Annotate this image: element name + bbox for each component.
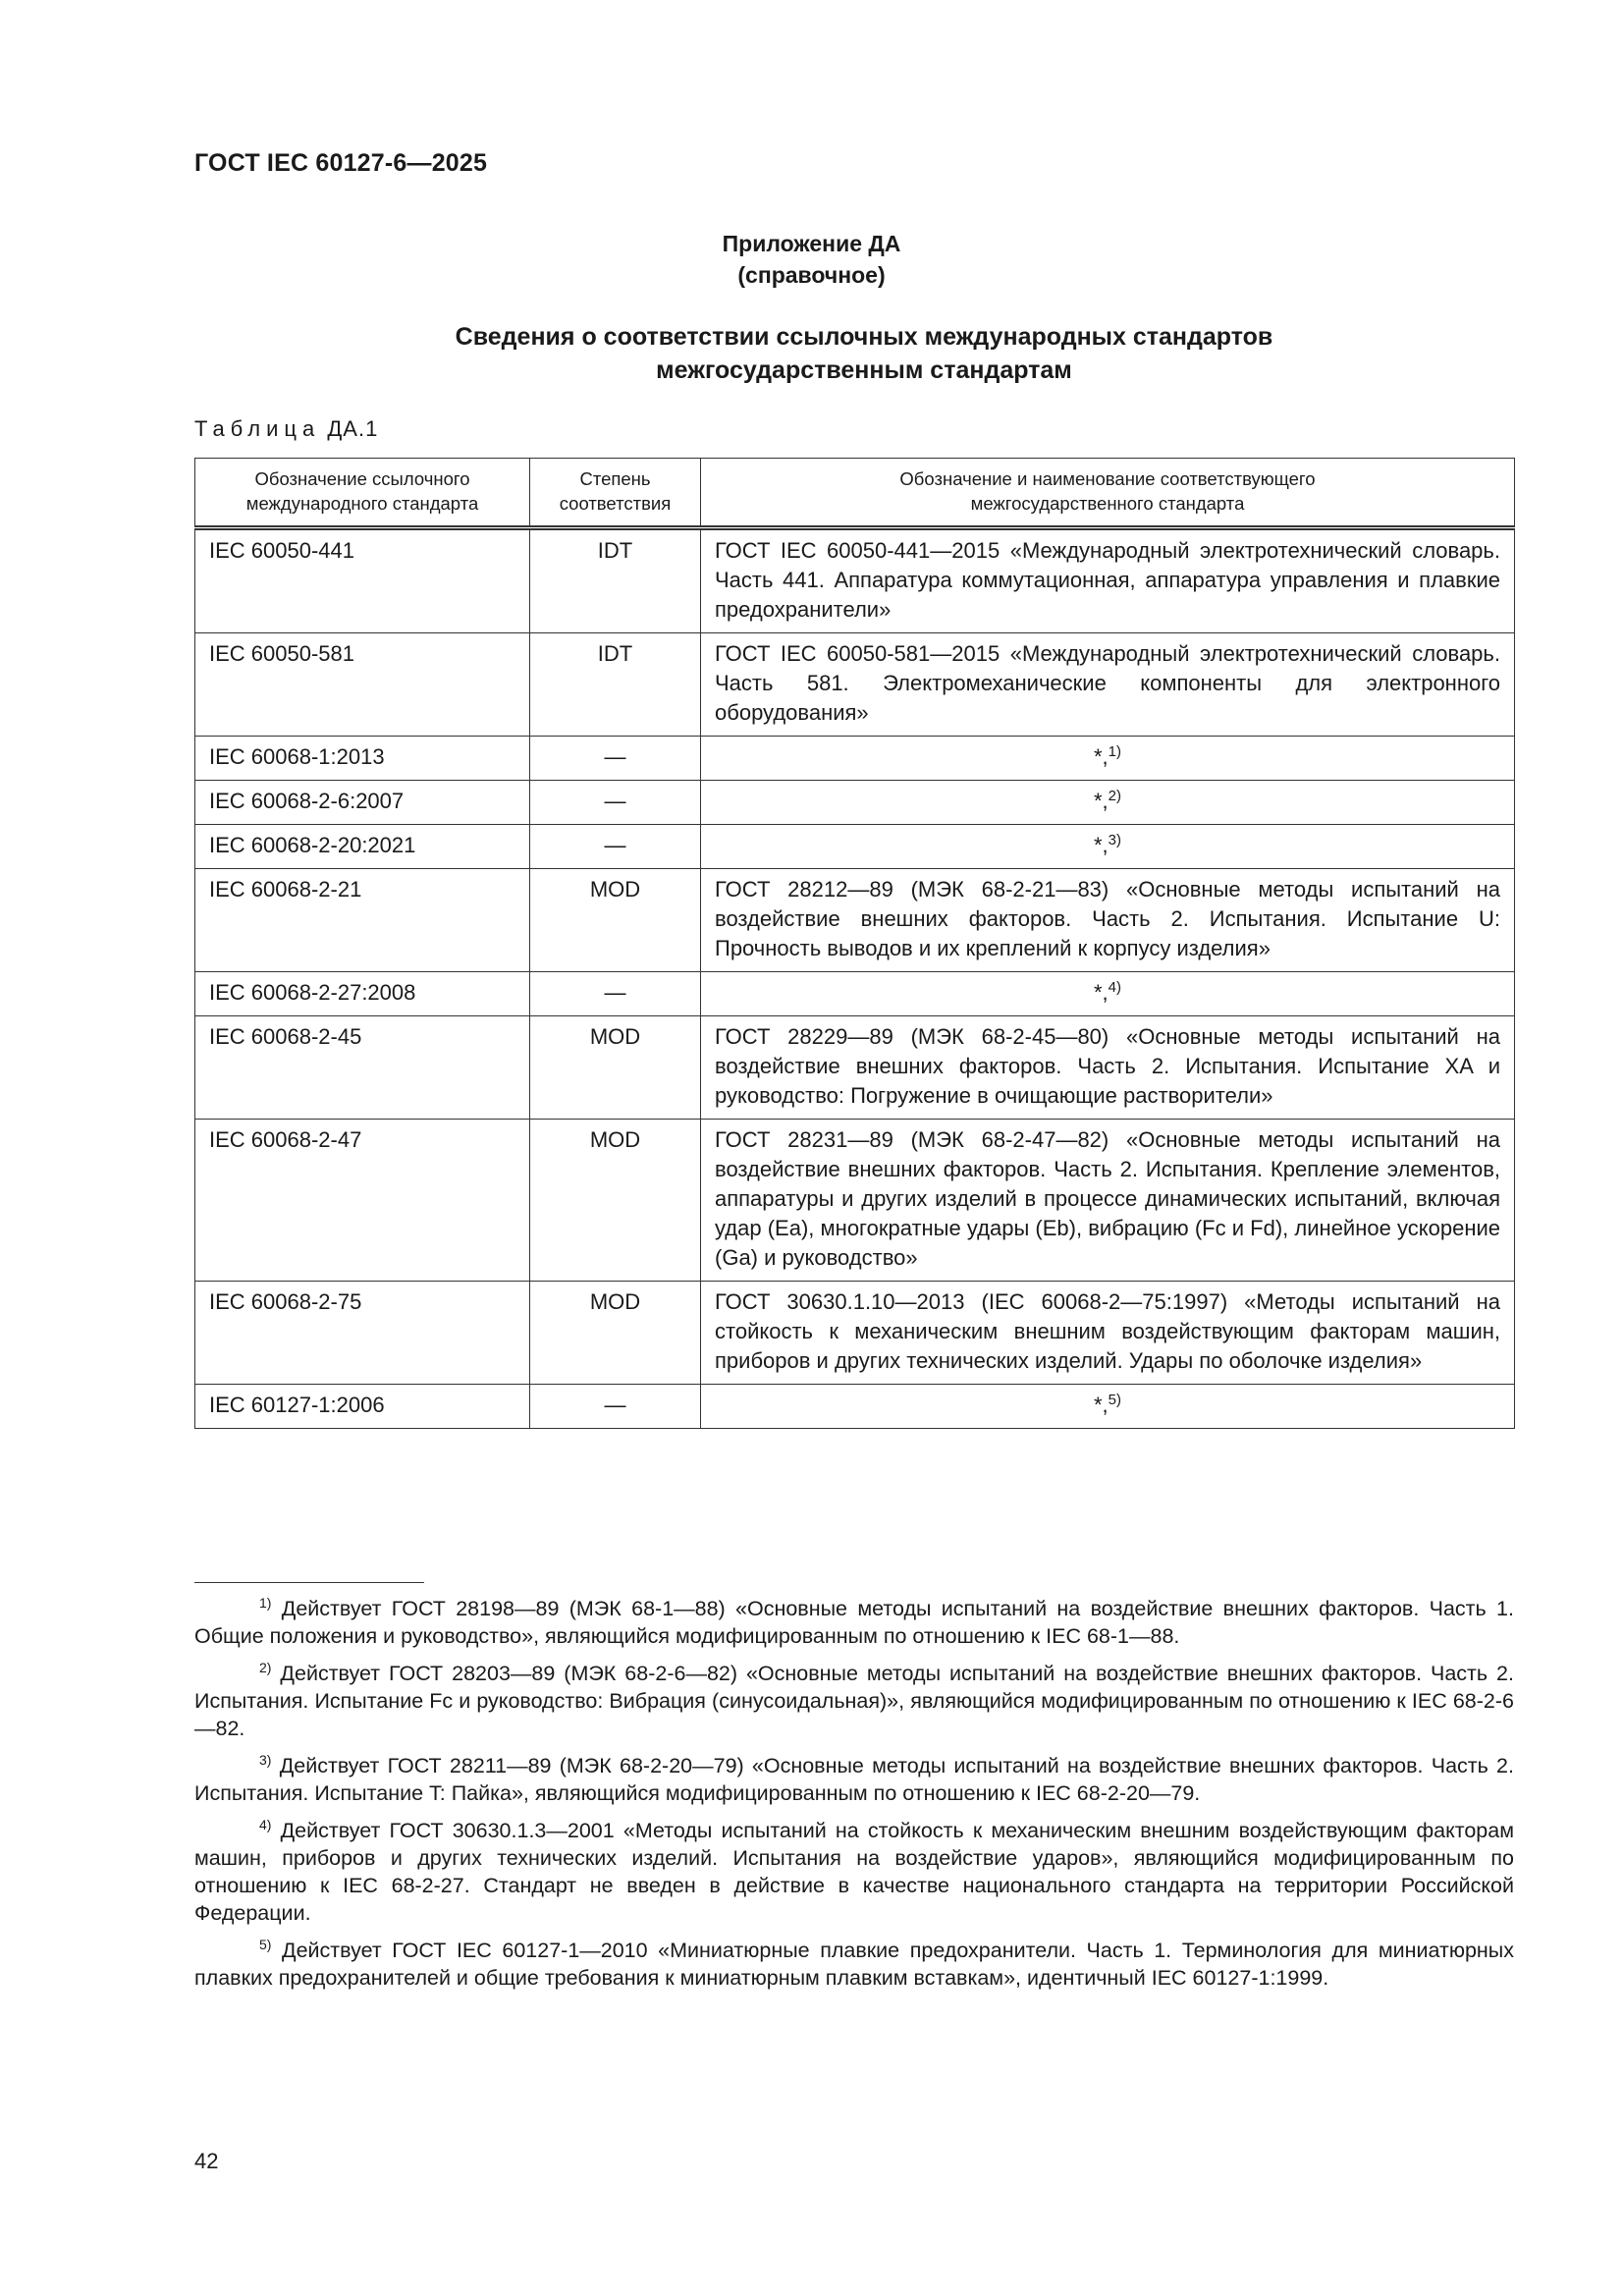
degree-cell: —	[530, 781, 701, 825]
column-header-interstate-standard: Обозначение и наименование соответствующего межгосударственного стандарта	[701, 459, 1515, 528]
table-caption-number: ДА.1	[327, 416, 379, 441]
ref-cell: IEC 60127-1:2006	[195, 1385, 530, 1429]
standard-cell: ГОСТ 28231—89 (МЭК 68-2-47—82) «Основные методы испытаний на воздействие внешних факторов. Часть 2. Испытания. Крепление элементов, аппаратуры и других изделий в процессе динамических испытаний, включая удар (Ea), многократные удары (Eb), вибрацию (Fc и Fd), линейное ускорение (Ga) и руководство»	[701, 1120, 1515, 1282]
section-title	[295, 320, 1434, 387]
standard-cell	[701, 825, 1515, 869]
degree-cell: —	[530, 825, 701, 869]
ref-cell: IEC 60068-2-6:2007	[195, 781, 530, 825]
star-mark: *,	[1093, 789, 1109, 813]
footnote	[194, 1937, 1514, 1992]
table-header-row	[195, 459, 1515, 528]
footnote-mark: 4)	[259, 1817, 272, 1832]
ref-cell: IEC 60068-2-27:2008	[195, 972, 530, 1016]
footnote-text: Действует ГОСТ 28203—89 (МЭК 68-2-6—82) «Основные методы испытаний на воздействие внешних факторов. Часть 2. Испытания. Испытание Fc и руководство: Вибрация (синусоидальная)», являющийся модифицированным по отношению к IEC 68-2-6—82.	[194, 1662, 1514, 1740]
degree-cell: —	[530, 737, 701, 781]
standard-cell: ГОСТ IEC 60050-441—2015 «Международный электротехнический словарь. Часть 441. Аппаратура коммутационная, аппаратура управления и плавкие предохранители»	[701, 528, 1515, 633]
standard-cell	[701, 972, 1515, 1016]
ref-cell: IEC 60068-2-20:2021	[195, 825, 530, 869]
footnote	[194, 1595, 1514, 1650]
page-number: 42	[194, 2149, 219, 2173]
table-row	[195, 869, 1515, 972]
footnote-text: Действует ГОСТ IEC 60127-1—2010 «Миниатюрные плавкие предохранители. Часть 1. Терминология для миниатюрных плавких предохранителей и общие требования к миниатюрным плавким вставкам», идентичный IEC 60127-1:1999.	[194, 1939, 1514, 1990]
degree-cell: MOD	[530, 1120, 701, 1282]
footnote-mark: 2)	[259, 1660, 272, 1675]
column-header-degree: Степень соответствия	[530, 459, 701, 528]
degree-cell: MOD	[530, 1282, 701, 1385]
table-row	[195, 633, 1515, 737]
ref-cell: IEC 60050-581	[195, 633, 530, 737]
table-row	[195, 781, 1515, 825]
appendix-title: Приложение ДА	[722, 231, 901, 256]
standard-cell: ГОСТ 30630.1.10—2013 (IEC 60068-2—75:1997) «Методы испытаний на стойкость к механическим внешним воздействующим факторам машин, приборов и других технических изделий. Удары по оболочке изделия»	[701, 1282, 1515, 1385]
table-row	[195, 1385, 1515, 1429]
reference-table	[194, 458, 1515, 1429]
appendix-subtitle: (справочное)	[737, 262, 886, 288]
table-caption	[194, 416, 378, 442]
degree-cell: MOD	[530, 1016, 701, 1120]
footnote-ref: 5)	[1108, 1392, 1122, 1408]
footnote-separator	[194, 1582, 424, 1583]
table-caption-label: Таблица	[194, 416, 321, 441]
table-row	[195, 972, 1515, 1016]
star-mark: *,	[1093, 980, 1109, 1005]
footnotes	[194, 1595, 1514, 2001]
footnote-mark: 5)	[259, 1937, 272, 1952]
degree-cell: IDT	[530, 633, 701, 737]
star-mark: *,	[1093, 744, 1109, 769]
table-row	[195, 825, 1515, 869]
ref-cell: IEC 60068-2-47	[195, 1120, 530, 1282]
footnote-ref: 1)	[1108, 743, 1122, 760]
footnote-mark: 3)	[259, 1752, 272, 1768]
standard-cell: ГОСТ 28229—89 (МЭК 68-2-45—80) «Основные методы испытаний на воздействие внешних факторов. Часть 2. Испытания. Испытание XA и руководство: Погружение в очищающие растворители»	[701, 1016, 1515, 1120]
table-row	[195, 1120, 1515, 1282]
ref-cell: IEC 60050-441	[195, 528, 530, 633]
footnote	[194, 1660, 1514, 1742]
ref-cell: IEC 60068-2-75	[195, 1282, 530, 1385]
footnote	[194, 1817, 1514, 1927]
document-code: ГОСТ IEC 60127-6—2025	[194, 149, 488, 177]
star-mark: *,	[1093, 1393, 1109, 1417]
footnote-text: Действует ГОСТ 28198—89 (МЭК 68-1—88) «Основные методы испытаний на воздействие внешних факторов. Часть 1. Общие положения и руководство», являющийся модифицированным по отношению к IEC 68-1—88.	[194, 1597, 1514, 1648]
footnote-text: Действует ГОСТ 28211—89 (МЭК 68-2-20—79) «Основные методы испытаний на воздействие внешних факторов. Часть 2. Испытания. Испытание T: Пайка», являющийся модифицированным по отношению к IEC 68-2-20—79.	[194, 1754, 1514, 1805]
footnote	[194, 1752, 1514, 1807]
footnote-ref: 4)	[1108, 979, 1122, 996]
standard-cell	[701, 1385, 1515, 1429]
table-row	[195, 1016, 1515, 1120]
degree-cell: IDT	[530, 528, 701, 633]
footnote-ref: 2)	[1108, 788, 1122, 804]
degree-cell: MOD	[530, 869, 701, 972]
ref-cell: IEC 60068-2-21	[195, 869, 530, 972]
footnote-ref: 3)	[1108, 832, 1122, 848]
standard-cell: ГОСТ IEC 60050-581—2015 «Международный электротехнический словарь. Часть 581. Электромеханические компоненты для электронного оборудования»	[701, 633, 1515, 737]
section-title-line1: Сведения о соответствии ссылочных международных стандартов	[455, 323, 1273, 351]
star-mark: *,	[1093, 833, 1109, 857]
degree-cell: —	[530, 972, 701, 1016]
standard-cell: ГОСТ 28212—89 (МЭК 68-2-21—83) «Основные методы испытаний на воздействие внешних факторов. Часть 2. Испытания. Испытание U: Прочность выводов и их креплений к корпусу изделия»	[701, 869, 1515, 972]
column-header-reference: Обозначение ссылочного международного стандарта	[195, 459, 530, 528]
degree-cell: —	[530, 1385, 701, 1429]
footnote-text: Действует ГОСТ 30630.1.3—2001 «Методы испытаний на стойкость к механическим внешним воздействующим факторам машин, приборов и других технических изделий. Испытания на воздействие ударов», являющийся модифицированным по отношению к IEC 68-2-27. Стандарт не введен в действие в качестве национального стандарта на территории Российской Федерации.	[194, 1819, 1514, 1925]
standard-cell	[701, 781, 1515, 825]
table-row	[195, 1282, 1515, 1385]
table-row	[195, 737, 1515, 781]
section-title-line2: межгосударственным стандартам	[656, 356, 1072, 384]
standard-cell	[701, 737, 1515, 781]
table-row	[195, 528, 1515, 633]
ref-cell: IEC 60068-1:2013	[195, 737, 530, 781]
footnote-mark: 1)	[259, 1595, 272, 1611]
ref-cell: IEC 60068-2-45	[195, 1016, 530, 1120]
